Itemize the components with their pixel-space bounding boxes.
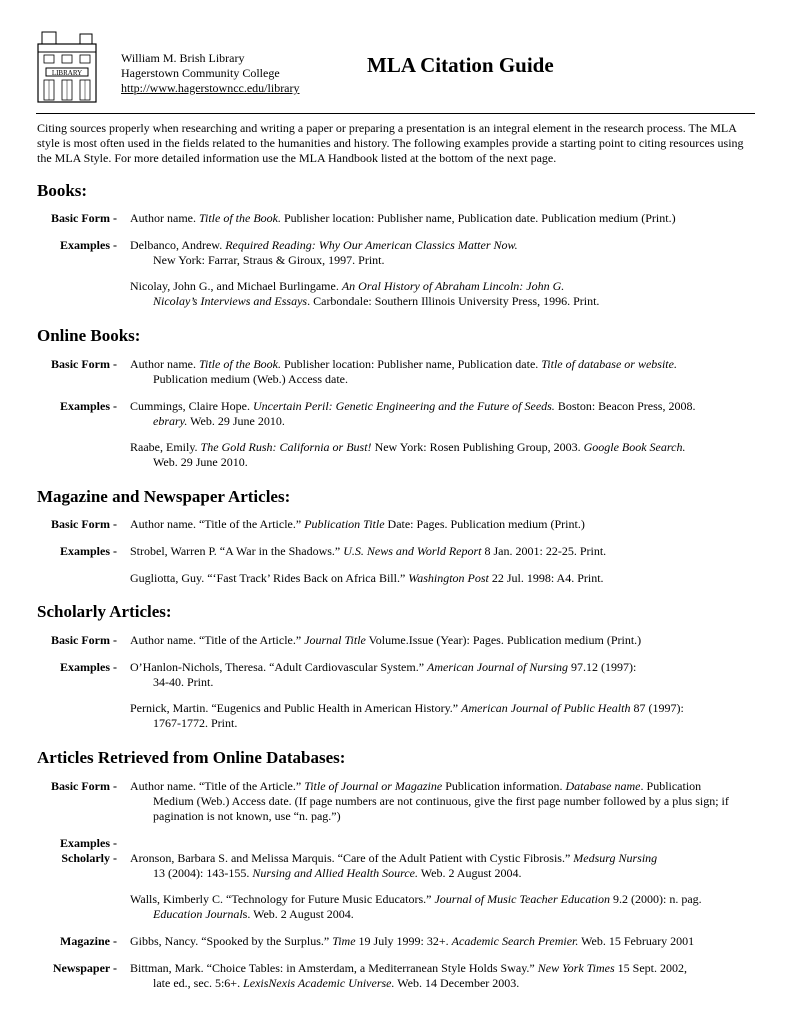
library-building-logo	[36, 30, 98, 104]
entry-label: Examples -	[60, 544, 117, 558]
entry-label: Basic Form -	[51, 211, 117, 225]
logo-text: LIBRARY	[51, 69, 83, 77]
entry-label: Basic Form -	[51, 633, 117, 647]
library-info	[121, 51, 300, 96]
entry-label: Examples -	[60, 660, 117, 674]
page-title: MLA Citation Guide	[367, 53, 554, 77]
entry-label: Basic Form -	[51, 779, 117, 793]
library-url-link[interactable]: http://www.hagerstowncc.edu/library	[121, 81, 300, 95]
section-heading-databases: Articles Retrieved from Online Databases:	[37, 748, 346, 767]
intro-paragraph: Citing sources properly when researching and writing a paper or preparing a presentation is an integral element in the research process. The MLA style is most often used in the fields related to the humanities and history. The following examples provide a starting point to citing resources using the MLA Style. For more detailed information use the MLA Handbook listed at the bottom of the next page.	[37, 121, 744, 165]
entry-label: Basic Form -	[51, 357, 117, 371]
section-heading-scholarly: Scholarly Articles:	[37, 602, 172, 621]
header-divider	[36, 113, 755, 114]
section-heading-books: Books:	[37, 181, 88, 200]
entry-label: Examples -	[60, 399, 117, 413]
entry-label: Basic Form -	[51, 517, 117, 531]
entry-label: Magazine -	[60, 934, 117, 948]
entry-label: Examples -	[60, 836, 117, 850]
entry-label: Scholarly -	[61, 851, 117, 865]
section-heading-magazine: Magazine and Newspaper Articles:	[37, 487, 291, 506]
page-header	[0, 0, 791, 115]
entry-label: Examples -	[60, 238, 117, 252]
library-name: William M. Brish Library	[121, 51, 245, 65]
entry-label: Newspaper -	[52, 961, 117, 975]
college-name: Hagerstown Community College	[121, 66, 280, 80]
section-heading-online-books: Online Books:	[37, 326, 141, 345]
